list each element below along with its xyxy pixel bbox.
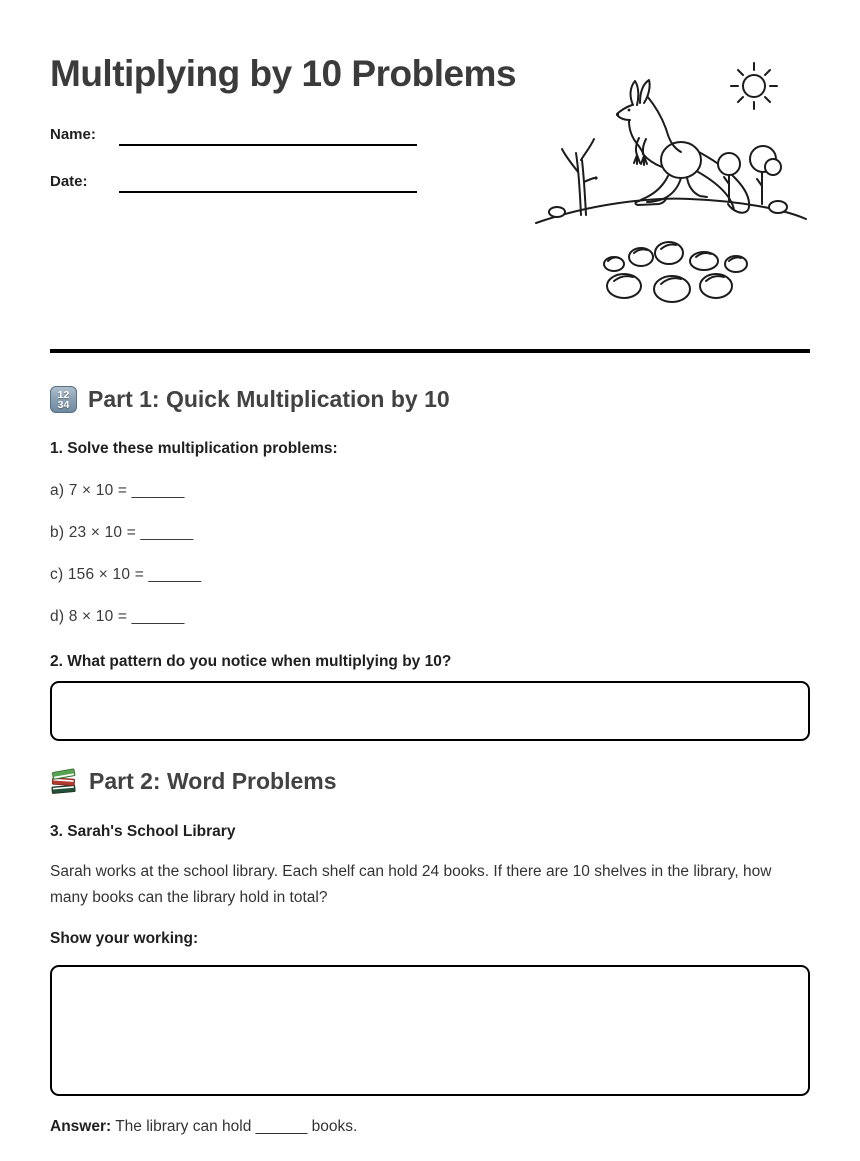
rock-right	[769, 201, 787, 213]
answer-line	[50, 1117, 810, 1137]
rock-left	[549, 207, 565, 217]
part2-heading-text: Part 2: Word Problems	[89, 767, 337, 794]
problem-b: b) 23 × 10 = ______	[50, 524, 194, 541]
question2-label: 2. What pattern do you notice when multiplying by 10?	[50, 653, 452, 670]
part1-heading	[50, 386, 810, 413]
numbers-keycap-icon	[50, 386, 77, 413]
books-stack-icon	[50, 767, 78, 795]
problem-d: d) 8 × 10 = ______	[50, 608, 185, 625]
problem-a: a) 7 × 10 = ______	[50, 482, 185, 499]
part2-heading	[50, 767, 810, 795]
name-write-line[interactable]	[119, 122, 417, 146]
question1-label: 1. Solve these multiplication problems:	[50, 440, 338, 457]
keycap-row2: 34	[57, 398, 70, 411]
page-title: Multiplying by 10 Problems	[50, 53, 517, 94]
question3-title: 3. Sarah's School Library	[50, 823, 236, 840]
date-write-line[interactable]	[119, 169, 417, 193]
kangaroo-illustration	[535, 60, 807, 310]
working-answer-box[interactable]	[50, 965, 810, 1096]
working-label: Show your working:	[50, 930, 199, 947]
ground-line	[536, 199, 806, 223]
answer-text: The library can hold ______ books.	[115, 1118, 358, 1135]
question2-answer-box[interactable]	[50, 681, 810, 741]
part2-section	[50, 767, 810, 1137]
section-divider	[50, 349, 810, 353]
date-label: Date:	[50, 173, 88, 191]
answer-label: Answer:	[50, 1118, 112, 1135]
stones	[604, 242, 747, 302]
problem-c: c) 156 × 10 = ______	[50, 566, 202, 583]
worksheet-header	[50, 52, 810, 349]
sun-icon	[731, 63, 777, 109]
question3-text: Sarah works at the school library. Each shelf can hold 24 books. If there are 10 shelves in the library, how many books can the library hold in total?	[50, 863, 772, 906]
bare-tree	[562, 139, 598, 215]
keycap-row1: 12	[57, 388, 70, 401]
part1-heading-text: Part 1: Quick Multiplication by 10	[88, 386, 450, 412]
name-label: Name:	[50, 126, 96, 144]
part1-section	[50, 386, 810, 741]
